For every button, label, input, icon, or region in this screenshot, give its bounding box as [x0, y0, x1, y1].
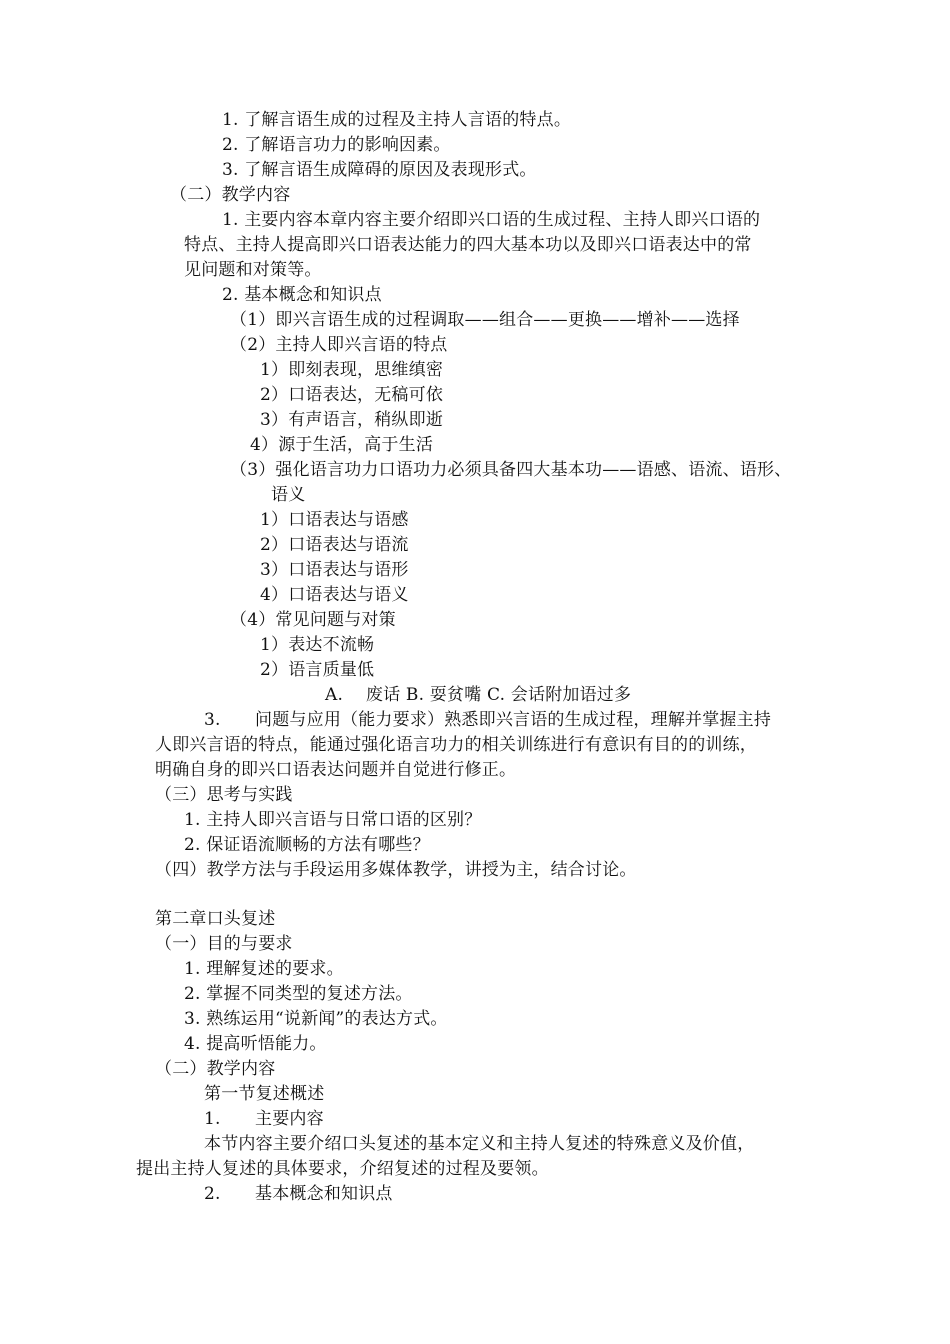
paragraph-main-content-line3: 见问题和对策等。	[184, 260, 322, 280]
paragraph-application-line1: 3. 问题与应用（能力要求）熟悉即兴言语的生成过程，理解并掌握主持	[204, 710, 772, 730]
ch2-objective-1: 1. 理解复述的要求。	[184, 959, 344, 979]
practice-question-1: 1. 主持人即兴言语与日常口语的区别？	[184, 810, 482, 830]
objective-1: 1. 了解言语生成的过程及主持人言语的特点。	[222, 110, 572, 130]
heading-main-content: 1. 主要内容	[204, 1109, 324, 1129]
practice-question-2: 2. 保证语流顺畅的方法有哪些？	[184, 835, 430, 855]
paragraph-overview-line1: 本节内容主要介绍口头复述的基本定义和主持人复述的特殊意义及价值，	[204, 1134, 755, 1154]
heading-basic-concepts: 2. 基本概念和知识点	[222, 285, 382, 305]
ch2-objective-4: 4. 提高听悟能力。	[184, 1034, 327, 1054]
concept-2-item-1: 1）即刻表现，思维缜密	[260, 360, 444, 380]
section-heading-practice: （三）思考与实践	[155, 785, 293, 805]
concept-3-item-2: 2）口语表达与语流	[260, 535, 409, 555]
section-heading-objectives: （一）目的与要求	[155, 934, 293, 954]
concept-2-item-4: 4）源于生活，高于生活	[250, 435, 434, 455]
concept-2: （2）主持人即兴言语的特点	[230, 335, 448, 355]
concept-4-item-1: 1）表达不流畅	[260, 635, 375, 655]
objective-2: 2. 了解语言功力的影响因素。	[222, 135, 451, 155]
concept-4-item-2-subitems: A. 废话 B. 耍贫嘴 C. 会话附加语过多	[325, 685, 632, 705]
paragraph-main-content-line2: 特点、主持人提高即兴口语表达能力的四大基本功以及即兴口语表达中的常	[184, 235, 752, 255]
heading-basic-concepts-2: 2. 基本概念和知识点	[204, 1184, 393, 1204]
concept-3-item-4: 4）口语表达与语义	[260, 585, 409, 605]
concept-3-line2: 语义	[271, 485, 306, 505]
concept-3-line1: （3）强化语言功力口语功力必须具备四大基本功——语感、语流、语形、	[230, 460, 792, 480]
paragraph-application-line2: 人即兴言语的特点，能通过强化语言功力的相关训练进行有意识有目的的训练，	[155, 735, 757, 755]
ch2-objective-3: 3. 熟练运用“说新闻”的表达方式。	[184, 1009, 448, 1029]
section-heading-methods: （四）教学方法与手段运用多媒体教学，讲授为主，结合讨论。	[155, 860, 637, 880]
concept-3-item-1: 1）口语表达与语感	[260, 510, 409, 530]
chapter-title: 第二章口头复述	[155, 909, 276, 929]
ch2-section-heading-teaching-content: （二）教学内容	[155, 1059, 276, 1079]
section-title-overview: 第一节复述概述	[204, 1084, 325, 1104]
concept-2-item-2: 2）口语表达，无稿可依	[260, 385, 444, 405]
concept-4: （4）常见问题与对策	[230, 610, 396, 630]
objective-3: 3. 了解言语生成障碍的原因及表现形式。	[222, 160, 537, 180]
section-heading-teaching-content: （二）教学内容	[170, 185, 291, 205]
concept-1: （1）即兴言语生成的过程调取——组合——更换——增补——选择	[230, 310, 740, 330]
concept-4-item-2: 2）语言质量低	[260, 660, 375, 680]
paragraph-main-content-line1: 1. 主要内容本章内容主要介绍即兴口语的生成过程、主持人即兴口语的	[222, 210, 761, 230]
paragraph-application-line3: 明确自身的即兴口语表达问题并自觉进行修正。	[155, 760, 517, 780]
ch2-objective-2: 2. 掌握不同类型的复述方法。	[184, 984, 413, 1004]
concept-2-item-3: 3）有声语言，稍纵即逝	[260, 410, 444, 430]
paragraph-overview-line2: 提出主持人复述的具体要求，介绍复述的过程及要领。	[136, 1159, 549, 1179]
concept-3-item-3: 3）口语表达与语形	[260, 560, 409, 580]
